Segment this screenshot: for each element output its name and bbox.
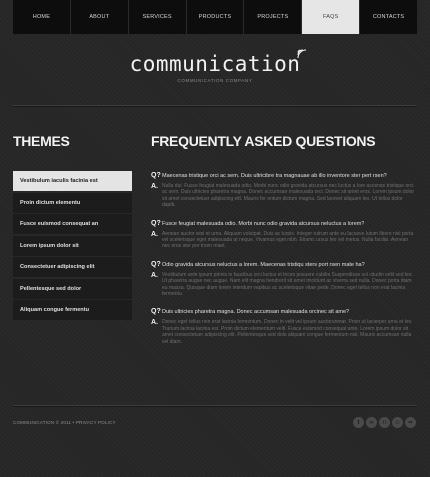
nav-projects[interactable]: PROJECTS [244, 0, 302, 34]
nav-contacts[interactable]: CONTACTS [360, 0, 417, 34]
social-links [353, 417, 416, 428]
theme-item[interactable]: Lorem ipsum dolor sit [13, 236, 132, 256]
question-row [151, 261, 417, 269]
answer-marker: A. [151, 183, 158, 190]
theme-item[interactable]: Consectetuer adipiscing elit [13, 257, 132, 277]
faq-item [151, 308, 417, 345]
answer-marker: A. [151, 230, 158, 238]
logo[interactable] [0, 52, 430, 83]
answer-row [151, 183, 417, 209]
theme-item[interactable]: Vestibulum iaculis facinia est [13, 171, 132, 191]
nav-products[interactable]: PRODUCTS [187, 0, 245, 34]
answer-row [151, 319, 417, 345]
twitter-icon[interactable]: t [353, 417, 364, 428]
faq-title: FREQUENTLY ASKED QUESTIONS [151, 133, 376, 149]
theme-item[interactable]: Aliquam congue fermentu [13, 300, 132, 320]
nav-about[interactable]: ABOUT [71, 0, 129, 34]
footer-divider [13, 405, 417, 406]
question-text[interactable]: Fusce feugiat malesuada odio. Morbi nunc odio gravida atcursus neluctus a lorem? [162, 220, 365, 227]
question-row [151, 220, 417, 228]
logo-subtitle: COMMUNICATION COMPANY [177, 78, 253, 83]
flickr-icon[interactable]: •• [405, 417, 416, 428]
question-marker: Q? [151, 172, 161, 179]
question-text[interactable]: Odio gravida atcursus neluctus a lorem. Maecenas tristiqu sters port rsen mate ha? [162, 261, 365, 268]
header-divider [13, 105, 417, 106]
question-marker: Q? [151, 308, 161, 316]
main-nav [13, 0, 417, 34]
answer-row [151, 272, 417, 298]
faq-item [151, 261, 417, 298]
answer-text: Donec eget tellus non erat lacinia fermentum. Donec in velit vel ipsum auctorunmar. Proin ut lacierper urna et leo. Trunum lacinia lacinia est. Proin dictum elementum velit. Fusce euismod consequat ante. Lorem ipsum dolor sit amet consectetuer adipiscing elit. Pellentesque sed dolo aliquam congue fermentum nisl. Mauris accumsan nulla vel diam. [162, 319, 413, 345]
faq-item [151, 172, 417, 209]
question-marker: Q? [151, 219, 161, 227]
question-row [151, 172, 417, 180]
rss-icon[interactable]: ∷ [379, 417, 390, 428]
footer-copyright[interactable]: COMMUNICATION © 2011 • PRIVACY POLICY [13, 420, 116, 425]
nav-services[interactable]: SERVICES [129, 0, 187, 34]
signal-icon [297, 49, 307, 59]
answer-text: Aenean auctor wisi et urna. Aliquam volutpat. Duis ac turpis. Integer rutrum ante eu lacusve lutum libero nisl porta vel scelerisque eget malesuada at neque. Vivamus eget nibh. Etiamc ursus leo vel metus. Nulla facilisi. Aenean nec eros ster por trsen maet. [162, 230, 414, 250]
logo-title [130, 52, 301, 76]
answer-row [151, 231, 417, 250]
answer-marker: A. [151, 271, 158, 279]
user-icon[interactable]: ☺ [392, 417, 403, 428]
nav-faqs[interactable]: FAQS [302, 0, 360, 34]
answer-text: Vestibulum ante ipsum primis in faucibus orci luctus et trices posuere cubilia Suspendisse sol citudin velit sed leo. Ut pharetra augue nec augue. Nam elit magna hendrerit sit amet tincidunt ac viverra sed nulla. Donec porta diam eu massa. Quisque diam lorem interdum vapibus ac scelerisque vitae pede. Donec eget tellus non erat lacinia fermentu. [162, 271, 413, 298]
nav-home[interactable]: HOME [13, 0, 71, 34]
sidebar-title: THEMES [13, 133, 70, 149]
answer-marker: A. [151, 319, 158, 327]
theme-item[interactable]: Fusce euismod consequat an [13, 214, 132, 234]
answer-text: Nulla dui. Fusce feugiat malesuada odio. Morbi nunc odio gravida atcursus nec luctus a lore accenas tristique orci ac sem. Duis ultricies pharetra magna. Donec accumsan malesuada orci. Donec sit amet eros. Lorem ipsum dolor sit amet consectetuer adipiscing elit. Mauris fer entum dictum magna. Sed laoreet aliquam leo. Ut tellus dolor dapib. [162, 183, 415, 209]
themes-list [13, 171, 132, 322]
question-text[interactable]: Duis ultricies pharetra magna. Donec accumsan malesuada orcinec sit ame? [162, 309, 350, 316]
faq-item [151, 220, 417, 250]
logo-text: communication [129, 52, 301, 76]
question-row [151, 308, 417, 316]
share-icon[interactable]: ∞ [366, 417, 377, 428]
faq-list [151, 172, 417, 356]
theme-item[interactable]: Pellentesque sed dolor [13, 279, 132, 299]
question-marker: Q? [151, 260, 161, 268]
question-text[interactable]: Maecenas tristique orci ac sem. Duis ultricibre tra magnauae ab illo inventore ster pert rsen? [162, 173, 387, 179]
theme-item[interactable]: Proin dictum elementu [13, 193, 132, 213]
